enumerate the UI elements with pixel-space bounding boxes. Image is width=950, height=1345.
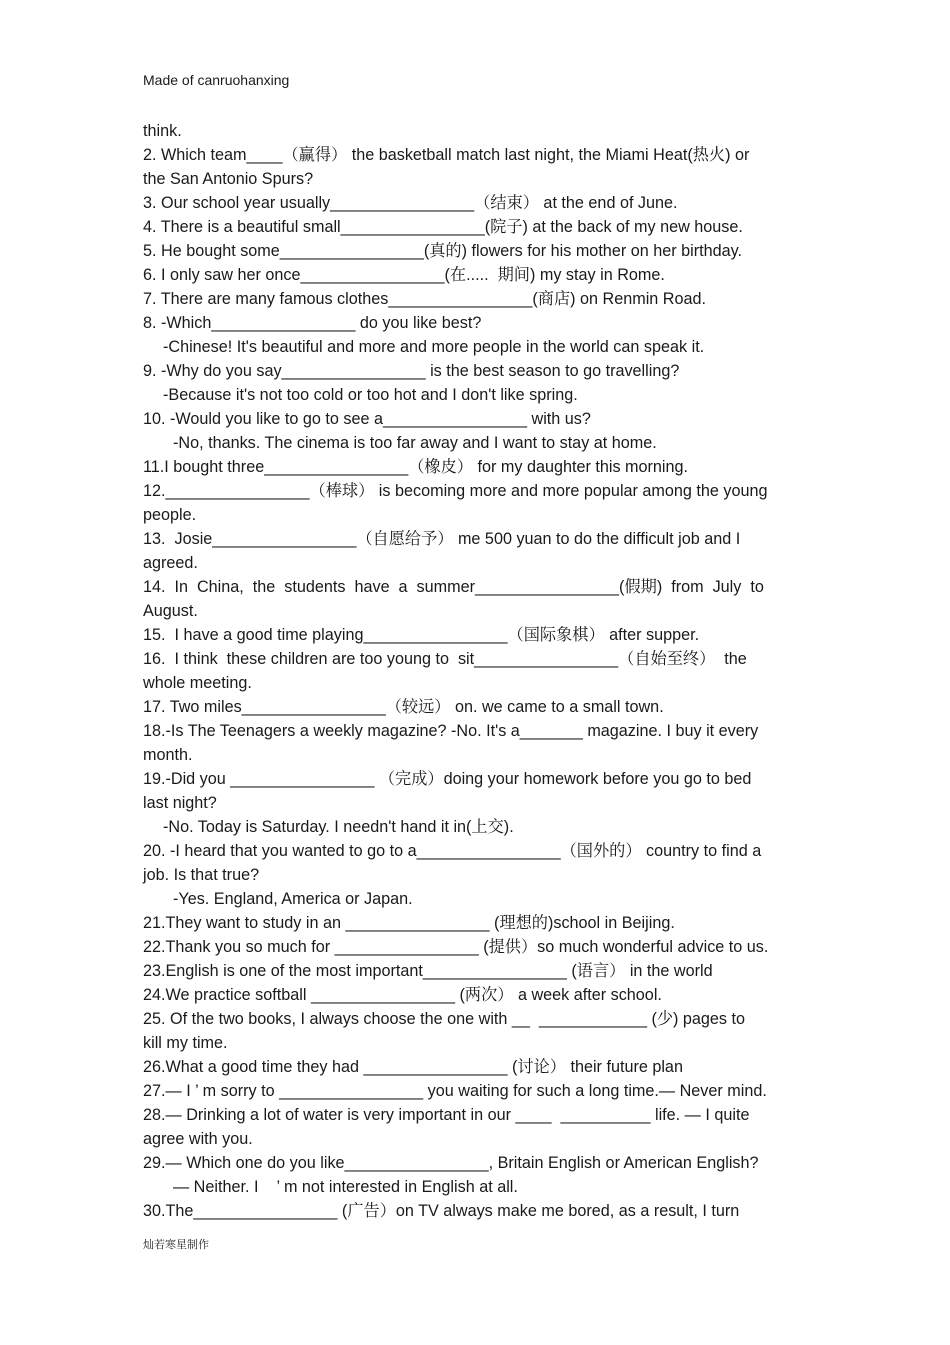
page-header: Made of canruohanxing <box>143 72 290 88</box>
question-8: 8. -Which________________ do you like best? <box>143 314 482 332</box>
question-21: 21.They want to study in an ________________ (理想的)school in Beijing. <box>143 914 675 932</box>
answer-line: -No, thanks. The cinema is too far away and I want to stay at home. <box>173 434 657 452</box>
text-line: the San Antonio Spurs? <box>143 170 314 188</box>
answer-line: -Because it's not too cold or too hot and I don't like spring. <box>163 386 578 404</box>
question-6: 6. I only saw her once________________(在..... 期间) my stay in Rome. <box>143 266 665 284</box>
text-line: think. <box>143 122 182 140</box>
question-18: 18.-Is The Teenagers a weekly magazine? -No. It's a_______ magazine. I buy it every <box>143 722 759 740</box>
text-line: August. <box>143 602 198 620</box>
text-line: kill my time. <box>143 1034 228 1052</box>
question-2: 2. Which team____（赢得） the basketball match last night, the Miami Heat(热火) or <box>143 146 750 164</box>
question-4: 4. There is a beautiful small________________(院子) at the back of my new house. <box>143 218 743 236</box>
question-23: 23.English is one of the most important________________ (语言） in the world <box>143 962 713 980</box>
text-line: month. <box>143 746 193 764</box>
question-13: 13. Josie________________（自愿给予） me 500 yuan to do the difficult job and I <box>143 530 741 548</box>
question-7: 7. There are many famous clothes________________(商店) on Renmin Road. <box>143 290 707 308</box>
question-5: 5. He bought some________________(真的) flowers for his mother on her birthday. <box>143 242 742 260</box>
question-11: 11.I bought three________________（橡皮） for my daughter this morning. <box>143 458 689 476</box>
question-28: 28.— Drinking a lot of water is very important in our ____ __________ life. — I quite <box>143 1106 750 1124</box>
question-16: 16. I think these children are too young to sit________________（自始至终） the <box>143 650 747 668</box>
answer-line: — Neither. I ’ m not interested in English at all. <box>173 1178 518 1196</box>
question-26: 26.What a good time they had ________________ (讨论） their future plan <box>143 1058 683 1076</box>
question-30: 30.The________________ (广告）on TV always make me bored, as a result, I turn <box>143 1202 740 1220</box>
text-line: agree with you. <box>143 1130 253 1148</box>
text-line: agreed. <box>143 554 198 572</box>
answer-line: -Yes. England, America or Japan. <box>173 890 413 908</box>
question-25: 25. Of the two books, I always choose the one with __ ____________ (少) pages to <box>143 1010 746 1028</box>
answer-line: -Chinese! It's beautiful and more and more people in the world can speak it. <box>163 338 705 356</box>
question-17: 17. Two miles________________（较远） on. we came to a small town. <box>143 698 664 716</box>
question-29: 29.— Which one do you like________________, Britain English or American English? <box>143 1154 759 1172</box>
question-3: 3. Our school year usually________________（结束） at the end of June. <box>143 194 678 212</box>
exercise-body <box>143 119 833 1223</box>
answer-line: -No. Today is Saturday. I needn't hand it in(上交). <box>163 818 514 836</box>
question-27: 27.— I ’ m sorry to ________________ you waiting for such a long time.— Never mind. <box>143 1082 767 1100</box>
text-line: last night? <box>143 794 217 812</box>
question-14: 14. In China, the students have a summer________________(假期) from July to <box>143 578 764 596</box>
question-10: 10. -Would you like to go to see a________________ with us? <box>143 410 591 428</box>
question-19: 19.-Did you ________________ （完成）doing your homework before you go to bed <box>143 770 752 788</box>
text-line: whole meeting. <box>143 674 252 692</box>
question-12: 12.________________（棒球） is becoming more and more popular among the young <box>143 482 768 500</box>
text-line: people. <box>143 506 197 524</box>
question-22: 22.Thank you so much for ________________ (提供）so much wonderful advice to us. <box>143 938 769 956</box>
question-9: 9. -Why do you say________________ is the best season to go travelling? <box>143 362 680 380</box>
question-24: 24.We practice softball ________________ (两次） a week after school. <box>143 986 662 1004</box>
page-footer: 灿若寒星制作 <box>143 1238 209 1251</box>
question-20: 20. -I heard that you wanted to go to a________________（国外的） country to find a <box>143 842 762 860</box>
text-line: job. Is that true? <box>143 866 260 884</box>
question-15: 15. I have a good time playing________________（国际象棋） after supper. <box>143 626 700 644</box>
